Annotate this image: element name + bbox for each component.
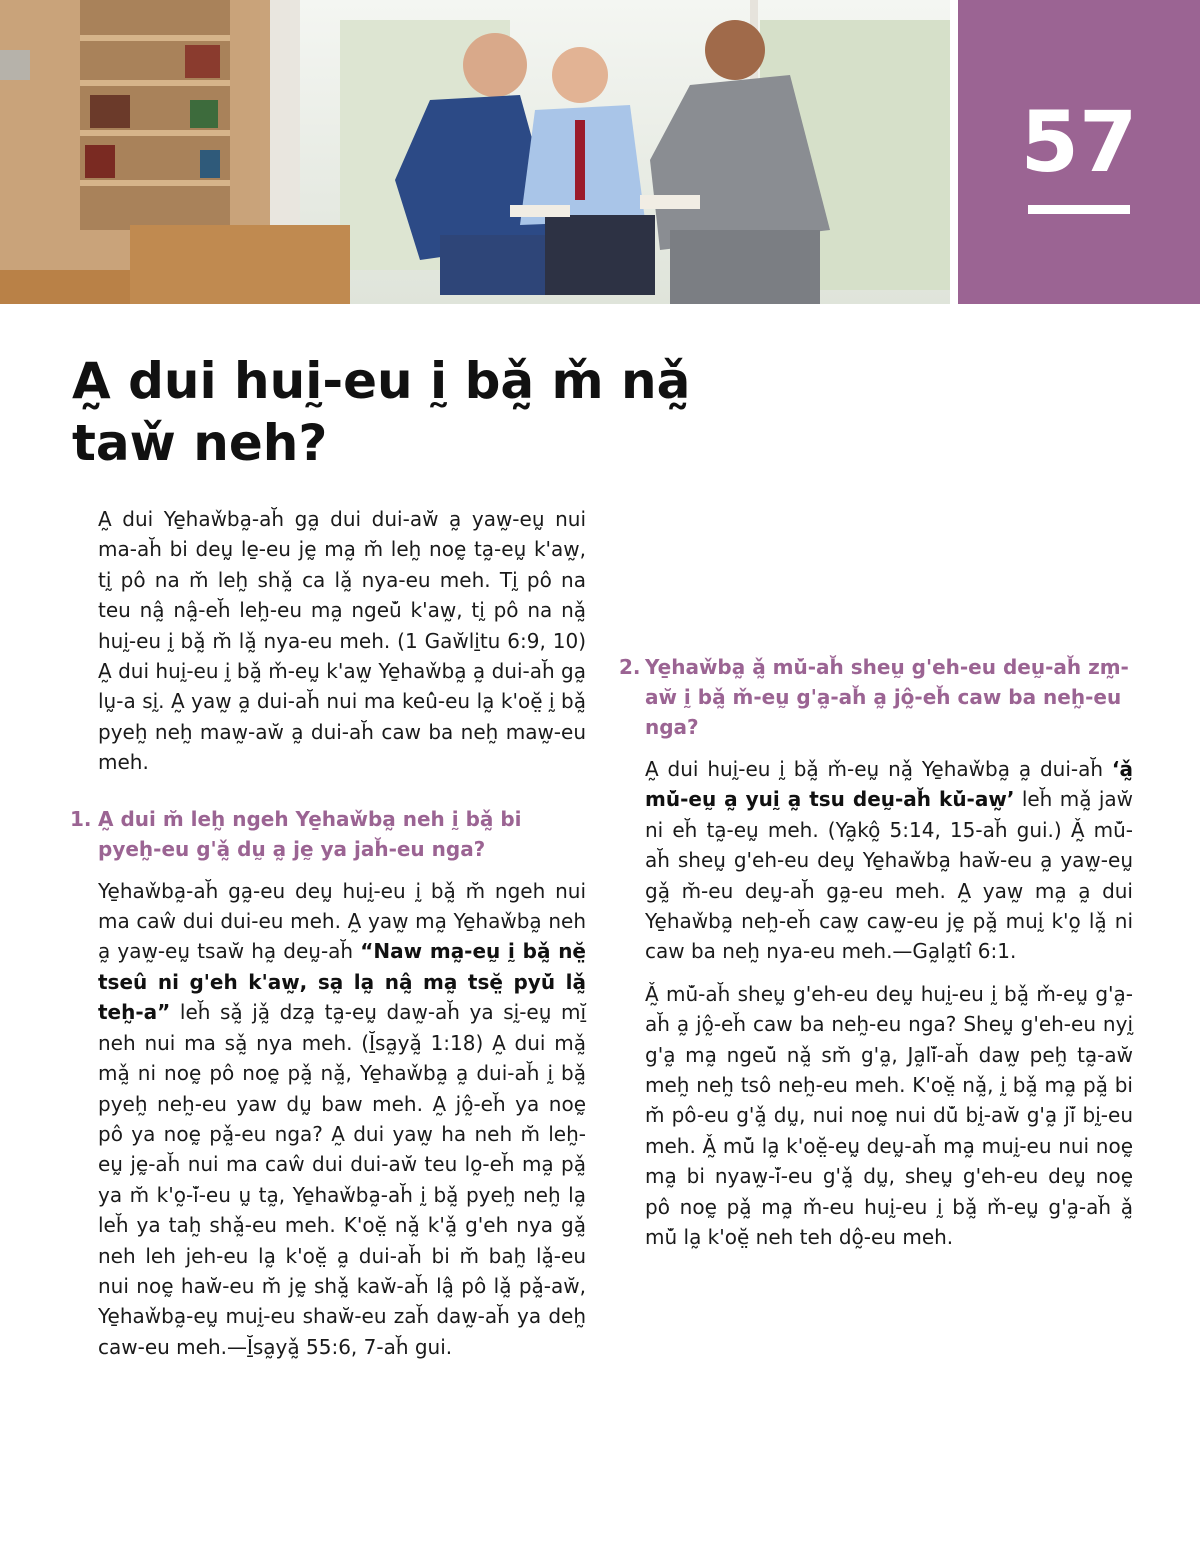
answer-text: A̰ dui huḭ-eu ḭ bǎ̰ m̌-eṵ nǎ̰ Ye̱haw̌ba̰ a̰ dui-ah̆ [645, 757, 1104, 781]
hero-photo [0, 0, 950, 304]
answer-2-paragraph-2: Ǎ̰ mu̇̆-ah̆ sheṵ g'eh-eu deṵ huḭ-eu ḭ bǎ̰ m̌-eṵ g'a̰-ah̆ a̰ jô̰-eh̆ caw ba neh̰-eu nga? Sheṵ g'eh-eu nyḭ g'a̰ ma̰ ngeu̇̆ nǎ̰ sm̆ g'a̰, Ja̰li̇̆-ah̆ daw̰ peh̰ ta̰-aw̆ meh̰ neh̰ tsô neh̰-eu meh. K'oĕ̤ nǎ̰, ḭ bǎ̰ ma̰ pǎ̰ bi m̆ pô-eu g'ǎ̰ dṵ, nui noḛ nui du̇̆ bḭ-aw̆ g'a̰ ji̇̆ bḭ-eu meh. Ǎ̰ mu̇̆ la̰ k'oĕ̤-eṵ deṵ-ah̆ ma̰ muḭ-eu nui noḛ ma̰ bi nyaw̰-i̇̆-eu g'ǎ̰ dṵ, sheṵ g'eh-eu deṵ noḛ pô noḛ pǎ̰ ma̰ m̌-eu huḭ-eu ḭ bǎ̰ m̌-eṵ g'a̰-ah̆ ǎ̰ mu̇̆ la̰ k'oĕ̤ neh teh dô̰-eu meh. [645, 981, 1133, 1250]
question-number: 2. [619, 655, 641, 679]
right-column [619, 504, 1133, 1253]
left-column [70, 504, 587, 1362]
lesson-number-badge [958, 0, 1200, 304]
answer-text: leh̆ sǎ̰ jǎ̰ dza̰ ta̰-eṵ daw̰-ah̆ ya sḭ-eṵ mĭ̱ neh nui ma sǎ̰ nya meh. (Ĭ̱sa̰yǎ̰ 1:18) A̰ dui mǎ̰ mǎ̰ ni noḛ pô noḛ pǎ̰ nǎ̰, Ye̱haw̌ba̰ a̰ dui-ah̆ ḭ bǎ̰ pyeh̰ neh̰-eu yaw dṵ baw meh. A̰ jô̰-eh̆ ya noḛ pô ya noḛ pǎ̰-eu nga? A̰ dui yaw̰ ha neh m̆ leh̰-eṵ jḛ-ah̆ nui ma caŵ dui dui-aw̆ teu lo̰-eh̆ ma̰ pǎ̰ ya m̆ k'o̰-i̇̆-eu ṵ ta̰, Ye̱haw̌ba̰-ah̆ ḭ bǎ̰ pyeh̰ neh̰ la̰ leh̆ ya tah̰ shǎ̰-eu meh. K'oĕ̤ nǎ̰ k'ǎ̰ g'eh nya gǎ̰ neh leh jeh-eu la̰ k'oĕ̤ a̰ dui-ah̆ bi m̆ bah̰ lǎ̰-eu nui noḛ haw̆-eu m̆ jḛ shǎ̰ kaw̆-ah̆ lâ̰ pô lǎ̰ pǎ̰-aw̆, Ye̱haw̌ba̰-eṵ muḭ-eu shaw̆-eu zah̆ daw̰-ah̆ ya deh̰ caw-eu meh.—Ĭ̱sa̰yǎ̰ 55:6, 7-ah̆ gui. [98, 1000, 587, 1359]
question-number: 1. [70, 806, 92, 831]
photo-three-men-talking [0, 0, 950, 304]
answer-2-paragraph [645, 754, 1133, 967]
answer-1-paragraph [98, 876, 586, 1363]
answer-text: leh̆ mǎ̰ jaw̆ ni eh̆ ta̰-eṵ meh. (Ya̰kô̰ 5:14, 15-ah̆ gui.) Ǎ̰ mu̇̆-ah̆ sheṵ g'eh-eu deṵ Ye̱haw̌ba̰ haw̆-eu a̰ yaw̰-eṵ gǎ̰ m̆-eu deṵ-ah̆ ga̰-eu meh. A̰ yaw̰ ma̰ a̰ dui Ye̱haw̌ba̰ neh̰-eh̆ caw̰ caw̰-eu jḛ pǎ̰ muḭ k'o̰ lǎ̰ ni caw ba neh̰ nya-eu meh.—Ga̰la̰ti̇̂ 6:1. [645, 787, 1133, 964]
question-text: A̰ dui m̆ leh̰ ngeh Ye̱haw̌ba̰ neh ḭ bǎ̰ bi pyeh̰-eu g'ǎ̰ dṵ a̰ jḛ ya jah̆-eu nga? [98, 806, 522, 861]
page-title: A̰ dui huḭ-eu ḭ bǎ̰ m̌ nǎ̰ taw̌ neh? [72, 352, 691, 472]
scripture-quote: “Naw ma̰-eṵ ḭ bǎ̰ nĕ̤ tseû ni g'eh k'aw̰, sa̰ la̰ nâ̰ ma̰ tsĕ̤ pyu̇̆ lǎ̰ teh̰-a” [98, 939, 586, 1025]
question-2 [619, 652, 1133, 742]
intro-paragraph: A̰ dui Ye̱haw̌ba̰-ah̆ ga̰ dui dui-aw̆ a̰ yaw̰-eṵ nui ma-ah̆ bi deṵ le̱-eu jḛ ma̰ m̆ leh̰ noḛ ta̰-eṵ k'aw̰, tḭ pô na m̆ leh̰ shǎ̰ ca lǎ̰ nya-eu meh. Tḭ pô na teu nâ̰ nâ̰-eh̆ leh̰-eu ma̰ ngeu̇̆ k'aw̰, tḭ pô na nǎ̰ huḭ-eu ḭ bǎ̰ m̆ lǎ̰ nya-eu meh. (1 Gaw̆li̱tu 6:9, 10) A̰ dui huḭ-eu ḭ bǎ̰ m̌-eṵ k'aw̰ Ye̱haw̌ba̰ a̰ dui-ah̆ ga̰ lṵ-a sḭ. A̰ yaw̰ a̰ dui-ah̆ nui ma keu̇̂-eu la̰ k'oĕ̤ ḭ bǎ̰ pyeh̰ neh̰ maw̰-aw̆ a̰ dui-ah̆ caw ba neh̰ maw̰-eu meh. [98, 507, 586, 775]
lesson-underline [1028, 205, 1130, 214]
question-1 [70, 804, 586, 864]
answer-text: Ye̱haw̌ba̰-ah̆ ga̰-eu deṵ huḭ-eu ḭ bǎ̰ m̆ ngeh nui ma caŵ dui dui-eu meh. A̰ yaw̰ ma̰ Ye̱haw̌ba̰ neh a̰ yaw̰-eṵ tsaw̆ ha̰ deṵ-ah̆ [98, 878, 586, 964]
bold-quote: ‘ǎ̰ mu̇̆-eṵ a̰ yuḭ a̰ tsu deṵ-ah̆ ku̇̆-aw̰’ [645, 757, 1133, 812]
lesson-number: 57 [1020, 93, 1138, 191]
question-text: Ye̱haw̌ba̰ ǎ̰ mu̇̆-ah̆ sheṵ g'eh-eu deṵ-ah̆ zm̰-aw̆ ḭ bǎ̰ m̌-eṵ g'a̰-ah̆ a̰ jô̰-eh̆ caw ba neh̰-eu nga? [645, 655, 1129, 739]
